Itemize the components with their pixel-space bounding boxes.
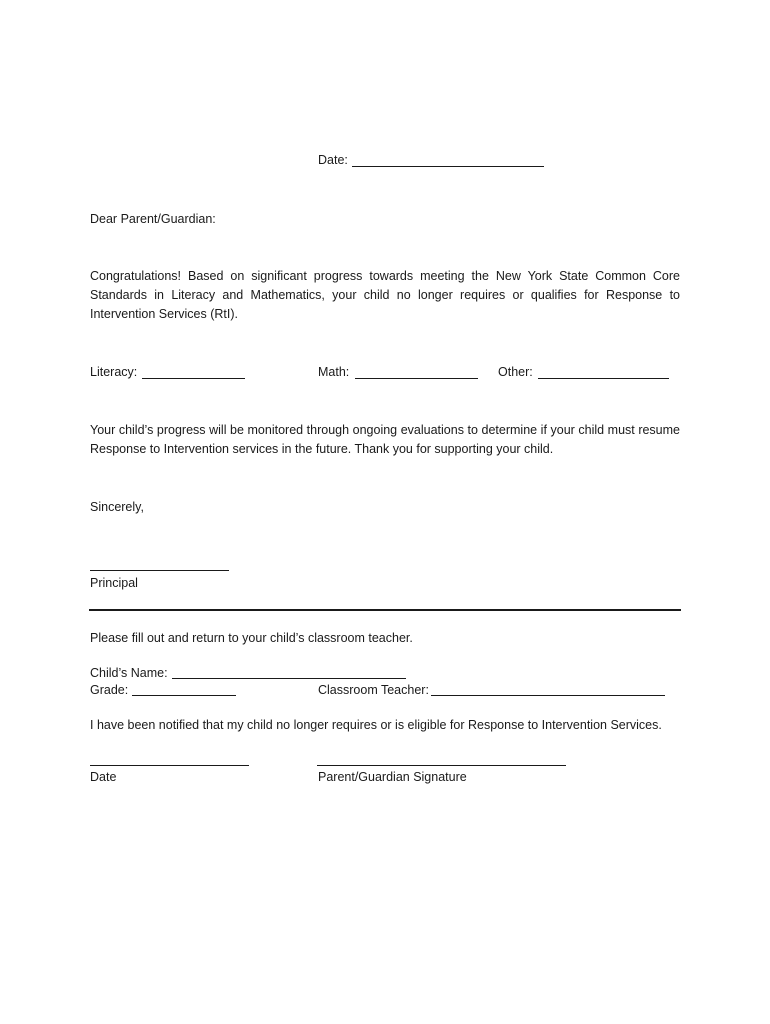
childs-name-field[interactable] — [172, 678, 406, 679]
closing: Sincerely, — [90, 500, 144, 514]
literacy-label: Literacy: — [90, 365, 138, 379]
principal-label: Principal — [90, 576, 138, 590]
math-field[interactable] — [355, 378, 478, 379]
salutation: Dear Parent/Guardian: — [90, 212, 216, 226]
date-label: Date: — [318, 153, 348, 167]
childs-name-label: Child’s Name: — [90, 666, 168, 680]
return-instruction: Please fill out and return to your child’s classroom teacher. — [90, 631, 413, 645]
grade-label: Grade: — [90, 683, 129, 697]
other-field[interactable] — [538, 378, 669, 379]
acknowledgement-text: I have been notified that my child no longer requires or is eligible for Response to Intervention Services. — [90, 718, 662, 732]
slip-date-field[interactable] — [90, 765, 249, 766]
parent-signature-field[interactable] — [317, 765, 566, 766]
progress-paragraph: Your child’s progress will be monitored through ongoing evaluations to determine if your child must resume Response to Intervention services in the future. Thank you for supporting your child. — [90, 423, 680, 456]
math-label: Math: — [318, 365, 350, 379]
grade-field[interactable] — [132, 695, 236, 696]
classroom-teacher-field[interactable] — [431, 695, 665, 696]
classroom-teacher-label: Classroom Teacher: — [318, 683, 429, 697]
slip-date-label: Date — [90, 770, 117, 784]
congratulations-paragraph: Congratulations! Based on significant progress towards meeting the New York State Common Core Standards in Literacy and Mathematics, your child no longer requires or qualifies for Response to Intervention Services (RtI). — [90, 269, 680, 321]
parent-signature-label: Parent/Guardian Signature — [318, 770, 467, 784]
date-field[interactable] — [352, 166, 544, 167]
section-divider — [89, 609, 681, 611]
literacy-field[interactable] — [142, 378, 245, 379]
other-label: Other: — [498, 365, 533, 379]
principal-signature-field[interactable] — [90, 570, 229, 571]
